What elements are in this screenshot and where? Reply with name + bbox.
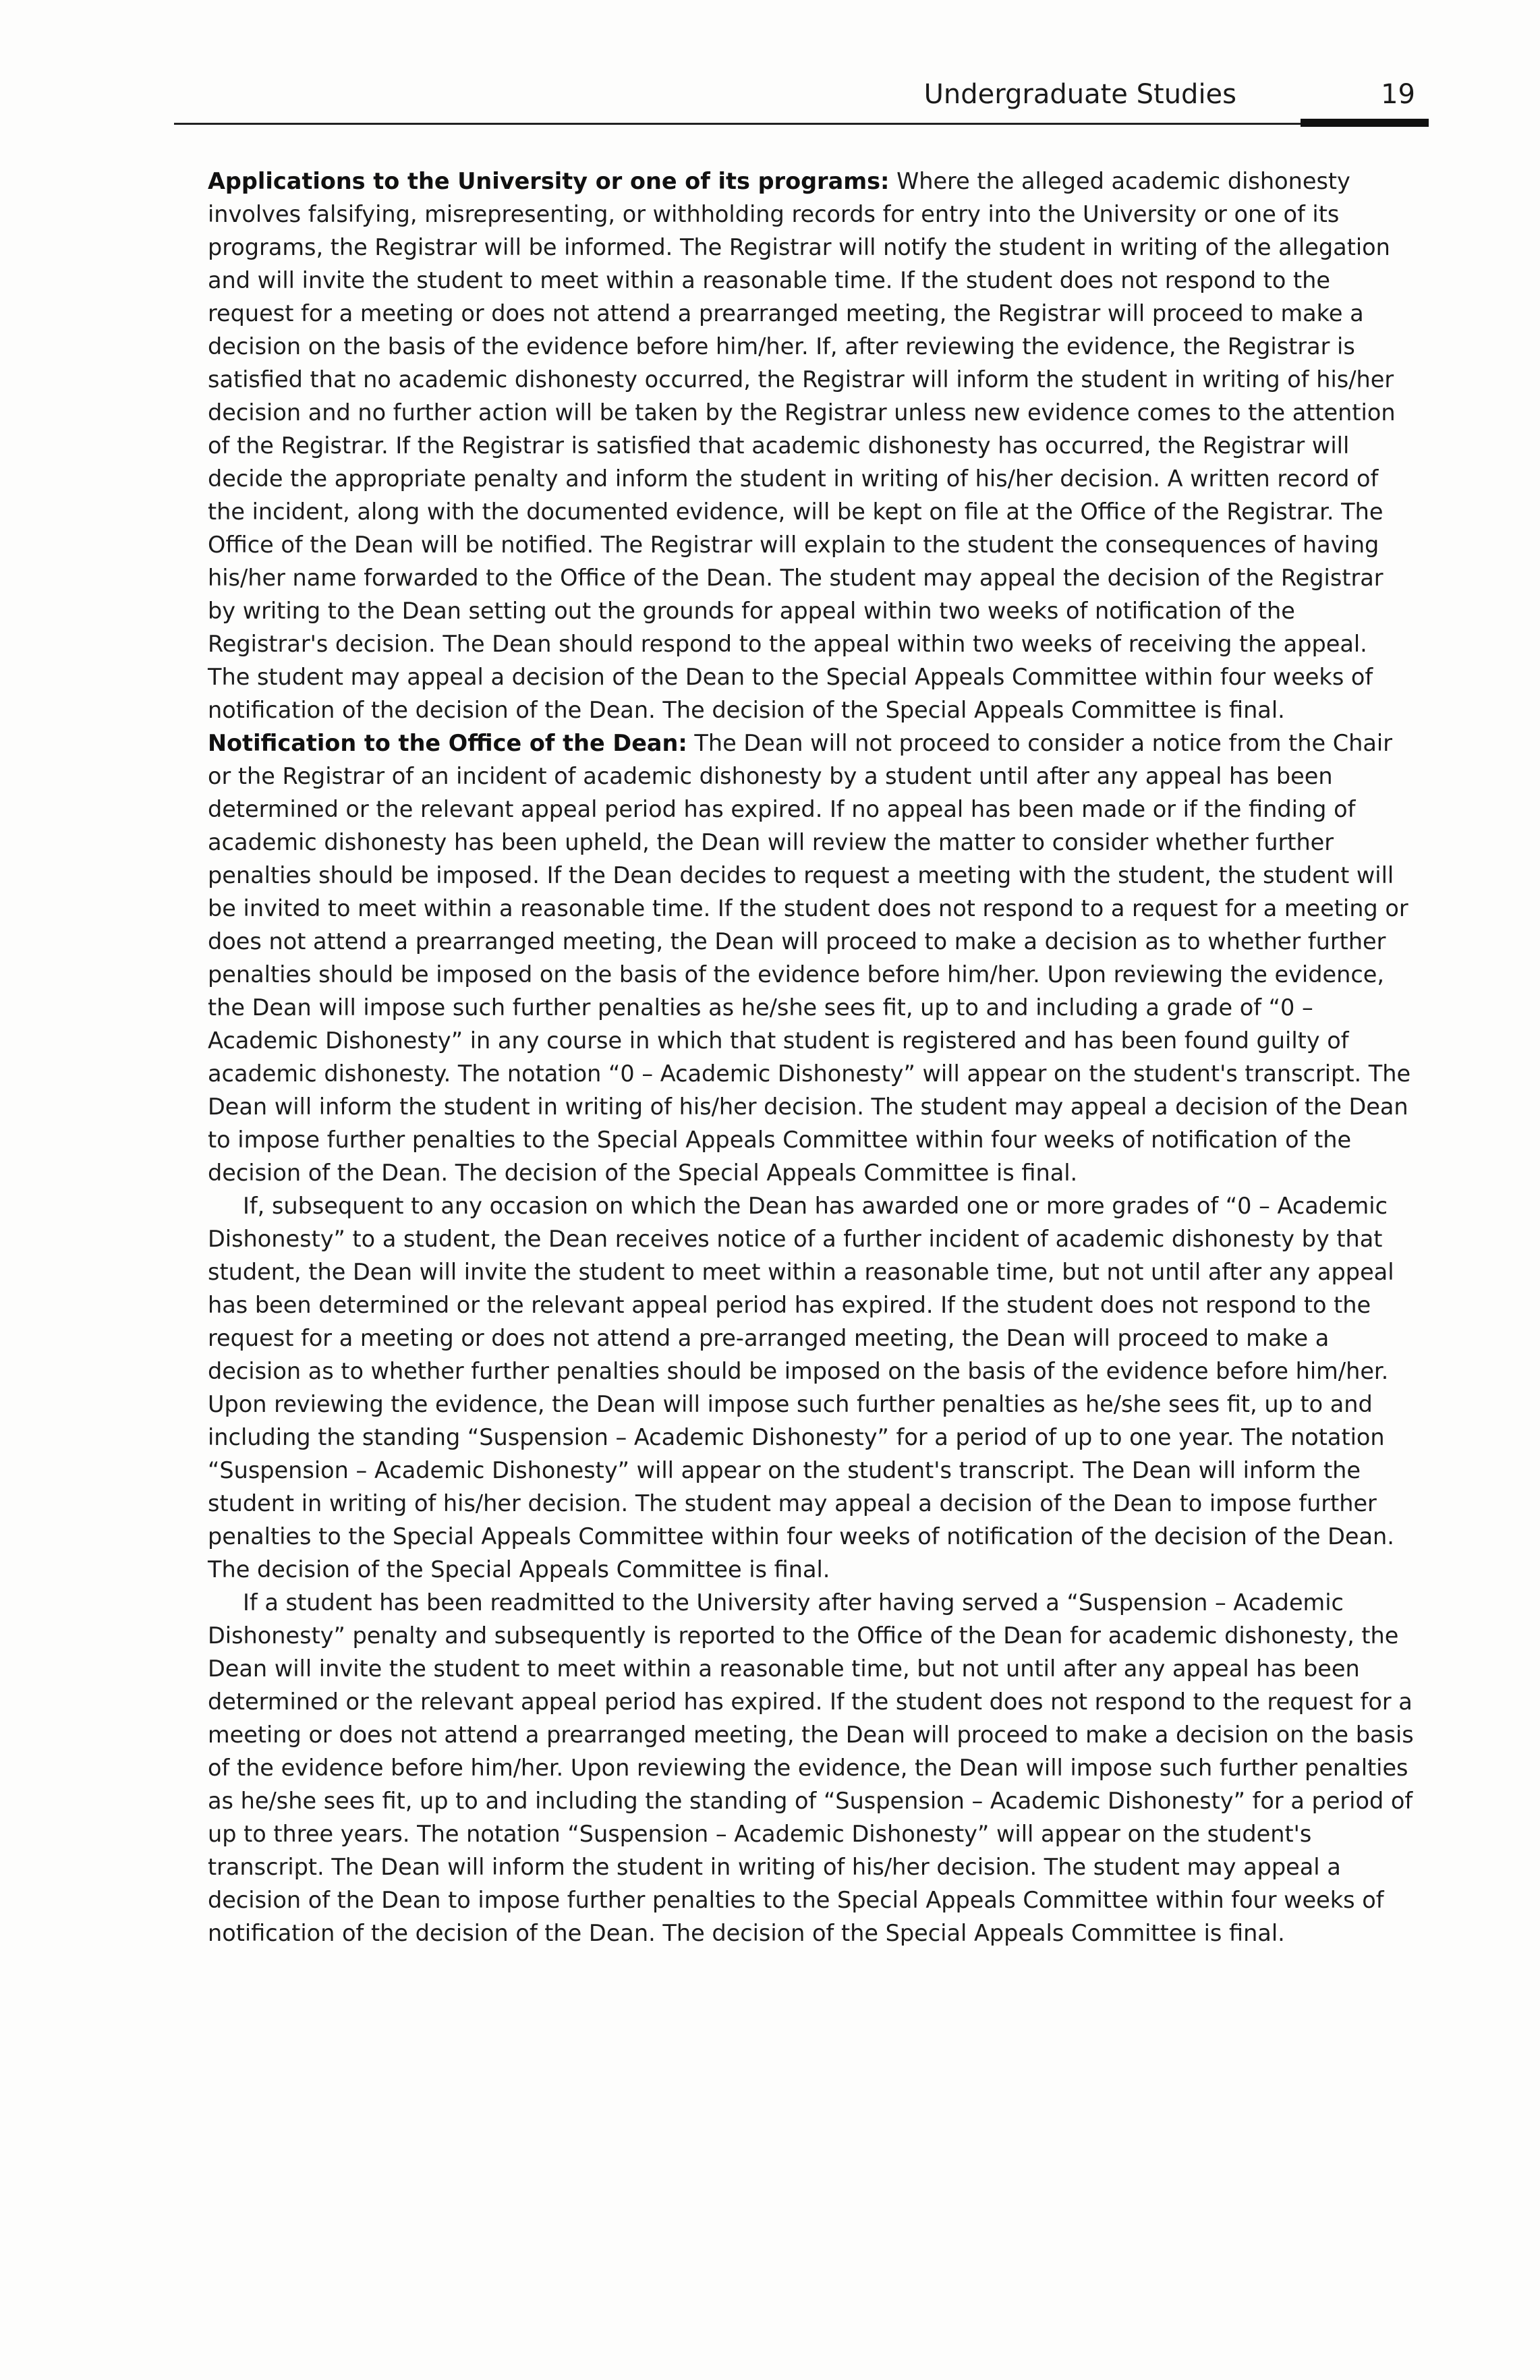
paragraph-text-applications: Where the alleged academic dishonesty involves falsifying, misrepresenting, or withholding records for entry into the University or one of its programs, the Registrar will be informed. The Registrar will notify the student in writing of the allegation and will invite the student to meet within a reasonable time. If the student does not respond to the request for a meeting or does not attend a prearranged meeting, the Registrar will proceed to make a decision on the basis of the evidence before him/her. If, after reviewing the evidence, the Registrar is satisfied that no academic dishonesty occurred, the Registrar will inform the student in writing of his/her decision and no further action will be taken by the Registrar unless new evidence comes to the attention of the Registrar. If the Registrar is satisfied that academic dishonesty has occurred, the Registrar will decide the appropriate penalty and inform the student in writing of his/her decision. A written record of the incident, along with the documented evidence, will be kept on file at the Office of the Registrar. The Office of the Dean will be notified. The Registrar will explain to the student the consequences of having his/her name forwarded to the Office of the Dean. The student may appeal the decision of the Registrar by writing to the Dean setting out the grounds for appeal within two weeks of notification of the Registrar's decision. The Dean should respond to the appeal within two weeks of receiving the appeal. The student may appeal a decision of the Dean to the Special Appeals Committee within four weeks of notification of the decision of the Dean. The decision of the Special Appeals Committee is final. (208, 168, 1396, 723)
paragraph-heading-applications: Applications to the University or one of its programs: (208, 168, 890, 194)
header-rule-accent (1301, 119, 1429, 127)
body-text (208, 165, 1415, 1950)
page-number: 19 (1381, 79, 1415, 110)
running-header (174, 76, 1429, 130)
paragraph-readmitted-student: If a student has been readmitted to the University after having served a “Suspension – Academic Dishonesty” penalty and subsequently is reported to the Office of the Dean for academic dishonesty, the Dean will invite the student to meet within a reasonable time, but not until after any appeal has been determined or the relevant appeal period has expired. If the student does not respond to the request for a meeting or does not attend a prearranged meeting, the Dean will proceed to make a decision on the basis of the evidence before him/her. Upon reviewing the evidence, the Dean will impose such further penalties as he/she sees fit, up to and including the standing of “Suspension – Academic Dishonesty” for a period of up to three years. The notation “Suspension – Academic Dishonesty” will appear on the student's transcript. The Dean will inform the student in writing of his/her decision. The student may appeal a decision of the Dean to impose further penalties to the Special Appeals Committee within four weeks of notification of the decision of the Dean. The decision of the Special Appeals Committee is final. (208, 1589, 1414, 1946)
header-rule (174, 123, 1429, 125)
header-title: Undergraduate Studies (923, 79, 1236, 110)
paragraph-text-notification: The Dean will not proceed to consider a notice from the Chair or the Registrar of an incident of academic dishonesty by a student until after any appeal has been determined or the relevant appeal period has expired. If no appeal has been made or if the finding of academic dishonesty has been upheld, the Dean will review the matter to consider whether further penalties should be imposed. If the Dean decides to request a meeting with the student, the student will be invited to meet within a reasonable time. If the student does not respond to a request for a meeting or does not attend a prearranged meeting, the Dean will proceed to make a decision as to whether further penalties should be imposed on the basis of the evidence before him/her. Upon reviewing the evidence, the Dean will impose such further penalties as he/she sees fit, up to and including a grade of “0 – Academic Dishonesty” in any course in which that student is registered and has been found guilty of academic dishonesty. The notation “0 – Academic Dishonesty” will appear on the student's transcript. The Dean will inform the student in writing of his/her decision. The student may appeal a decision of the Dean to impose further penalties to the Special Appeals Committee within four weeks of notification of the decision of the Dean. The decision of the Special Appeals Committee is final. (208, 730, 1411, 1186)
paragraph-applications (208, 165, 1415, 727)
paragraph-notification (208, 727, 1415, 1189)
paragraph-heading-notification: Notification to the Office of the Dean: (208, 730, 687, 756)
paragraph-subsequent-incident: If, subsequent to any occasion on which the Dean has awarded one or more grades of “0 – Academic Dishonesty” to a student, the Dean receives notice of a further incident of academic dishonesty by that student, the Dean will invite the student to meet within a reasonable time, but not until after any appeal has been determined or the relevant appeal period has expired. If the student does not respond to the request for a meeting or does not attend a pre-arranged meeting, the Dean will proceed to make a decision as to whether further penalties should be imposed on the basis of the evidence before him/her. Upon reviewing the evidence, the Dean will impose such further penalties as he/she sees fit, up to and including the standing “Suspension – Academic Dishonesty” for a period of up to one year. The notation “Suspension – Academic Dishonesty” will appear on the student's transcript. The Dean will inform the student in writing of his/her decision. The student may appeal a decision of the Dean to impose further penalties to the Special Appeals Committee within four weeks of notification of the decision of the Dean. The decision of the Special Appeals Committee is final. (208, 1193, 1394, 1583)
